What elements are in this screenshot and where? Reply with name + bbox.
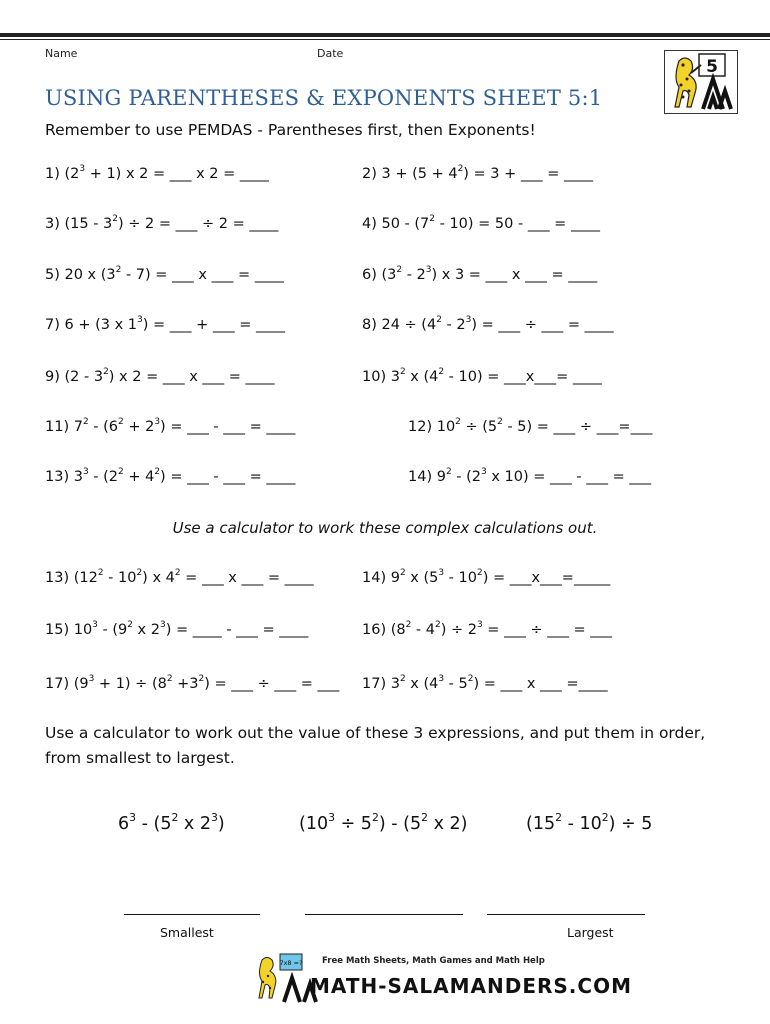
smallest-label: Smallest bbox=[160, 925, 214, 940]
calc-problem-17b[interactable]: 17) $3^2$ x $(4^3 - 5^2)$ = ___ x ___ =____ bbox=[362, 674, 608, 692]
grade-number: 5 bbox=[706, 57, 718, 77]
problem-2[interactable]: 2) $3 + (5 + 4^2) = 3$ + ___ = ____ bbox=[362, 164, 594, 182]
name-label: Name bbox=[45, 47, 78, 60]
problem-11[interactable]: 11) $7^2 - (6^2 + 2^3)$ = ___ - ___ = ____ bbox=[45, 417, 296, 435]
problem-5[interactable]: 5) 20 x $(3^2 - 7)$ = ___ x ___ = ____ bbox=[45, 265, 284, 283]
salamander-teacher-icon bbox=[665, 51, 737, 113]
calc-problem-17a[interactable]: 17) $(9^3 + 1) \div (8^2 +3^2)$ = ___ ÷ ___ = ___ bbox=[45, 674, 340, 692]
problem-12[interactable]: 12) $10^2 \div (5^2 - 5)$ = ___ ÷ ___=___ bbox=[408, 417, 653, 435]
answer-line-smallest[interactable] bbox=[124, 914, 260, 915]
footer-tagline: Free Math Sheets, Math Games and Math Help bbox=[322, 956, 545, 966]
calc-problem-16[interactable]: 16) $(8^2 - 4^2) \div 2^3$ = ___ ÷ ___ = ___ bbox=[362, 620, 613, 638]
page-title: USING PARENTHESES & EXPONENTS SHEET 5:1 bbox=[45, 86, 603, 110]
calc-problem-15[interactable]: 15) $10^3 - (9^2$ x $2^3$) = ____ - ___ = ____ bbox=[45, 620, 309, 638]
expression-3: $(15^2 - 10^2) \div 5$ bbox=[526, 811, 653, 834]
answer-line-middle[interactable] bbox=[305, 914, 463, 915]
expression-2: $(10^3 \div 5^2) - (5^2$ x 2) bbox=[299, 811, 468, 834]
problem-7[interactable]: 7) 6 + (3 x $1^3$) = ___ + ___ = ____ bbox=[45, 315, 285, 333]
instruction-text: Remember to use PEMDAS - Parentheses first, then Exponents! bbox=[45, 121, 536, 139]
problem-8[interactable]: 8) $24 \div (4^2 - 2^3)$ = ___ ÷ ___ = ____ bbox=[362, 315, 614, 333]
calculator-note: Use a calculator to work these complex calculations out. bbox=[172, 519, 598, 537]
problem-14[interactable]: 14) $9^2 - (2^3$ x 10) = ___ - ___ = ___ bbox=[408, 467, 652, 485]
problem-13[interactable]: 13) $3^3 - (2^2 + 4^2)$ = ___ - ___ = ____ bbox=[45, 467, 296, 485]
grade-logo bbox=[664, 50, 738, 114]
calc-problem-14[interactable]: 14) $9^2$ x $(5^3 - 10^2)$ = ___x___=_____ bbox=[362, 568, 611, 586]
footer-site-name[interactable]: MATH-SALAMANDERS.COM bbox=[310, 974, 632, 998]
calc-problem-13[interactable]: 13) $(12^2 - 10^2)$ x $4^2$ = ___ x ___ = ____ bbox=[45, 568, 314, 586]
answer-line-largest[interactable] bbox=[487, 914, 645, 915]
problem-4[interactable]: 4) $50 - (7^2 - 10) = 50$ - ___ = ____ bbox=[362, 214, 600, 232]
problem-6[interactable]: 6) $(3^2 - 2^3)$ x 3 = ___ x ___ = ____ bbox=[362, 265, 598, 283]
problem-9[interactable]: 9) $(2 - 3^2)$ x 2 = ___ x ___ = ____ bbox=[45, 367, 275, 385]
date-label: Date bbox=[317, 47, 344, 60]
problem-1[interactable]: 1) $(2^3 + 1)$ x 2 = ___ x 2 = ____ bbox=[45, 164, 269, 182]
problem-10[interactable]: 10) $3^2$ x $(4^2 - 10)$ = ___x___= ____ bbox=[362, 367, 602, 385]
expression-1: $6^3 - (5^2$ x $2^3$) bbox=[118, 811, 225, 834]
header-rule-thin bbox=[0, 39, 770, 40]
header-rule bbox=[0, 33, 770, 37]
ordering-instruction: Use a calculator to work out the value of these 3 expressions, and put them in order, from smallest to largest. bbox=[45, 724, 706, 767]
footer-badge-text: 7x8 =? bbox=[279, 959, 303, 967]
problem-3[interactable]: 3) $(15 - 3^2) \div 2$ = ___ ÷ 2 = ____ bbox=[45, 214, 279, 232]
largest-label: Largest bbox=[567, 925, 614, 940]
